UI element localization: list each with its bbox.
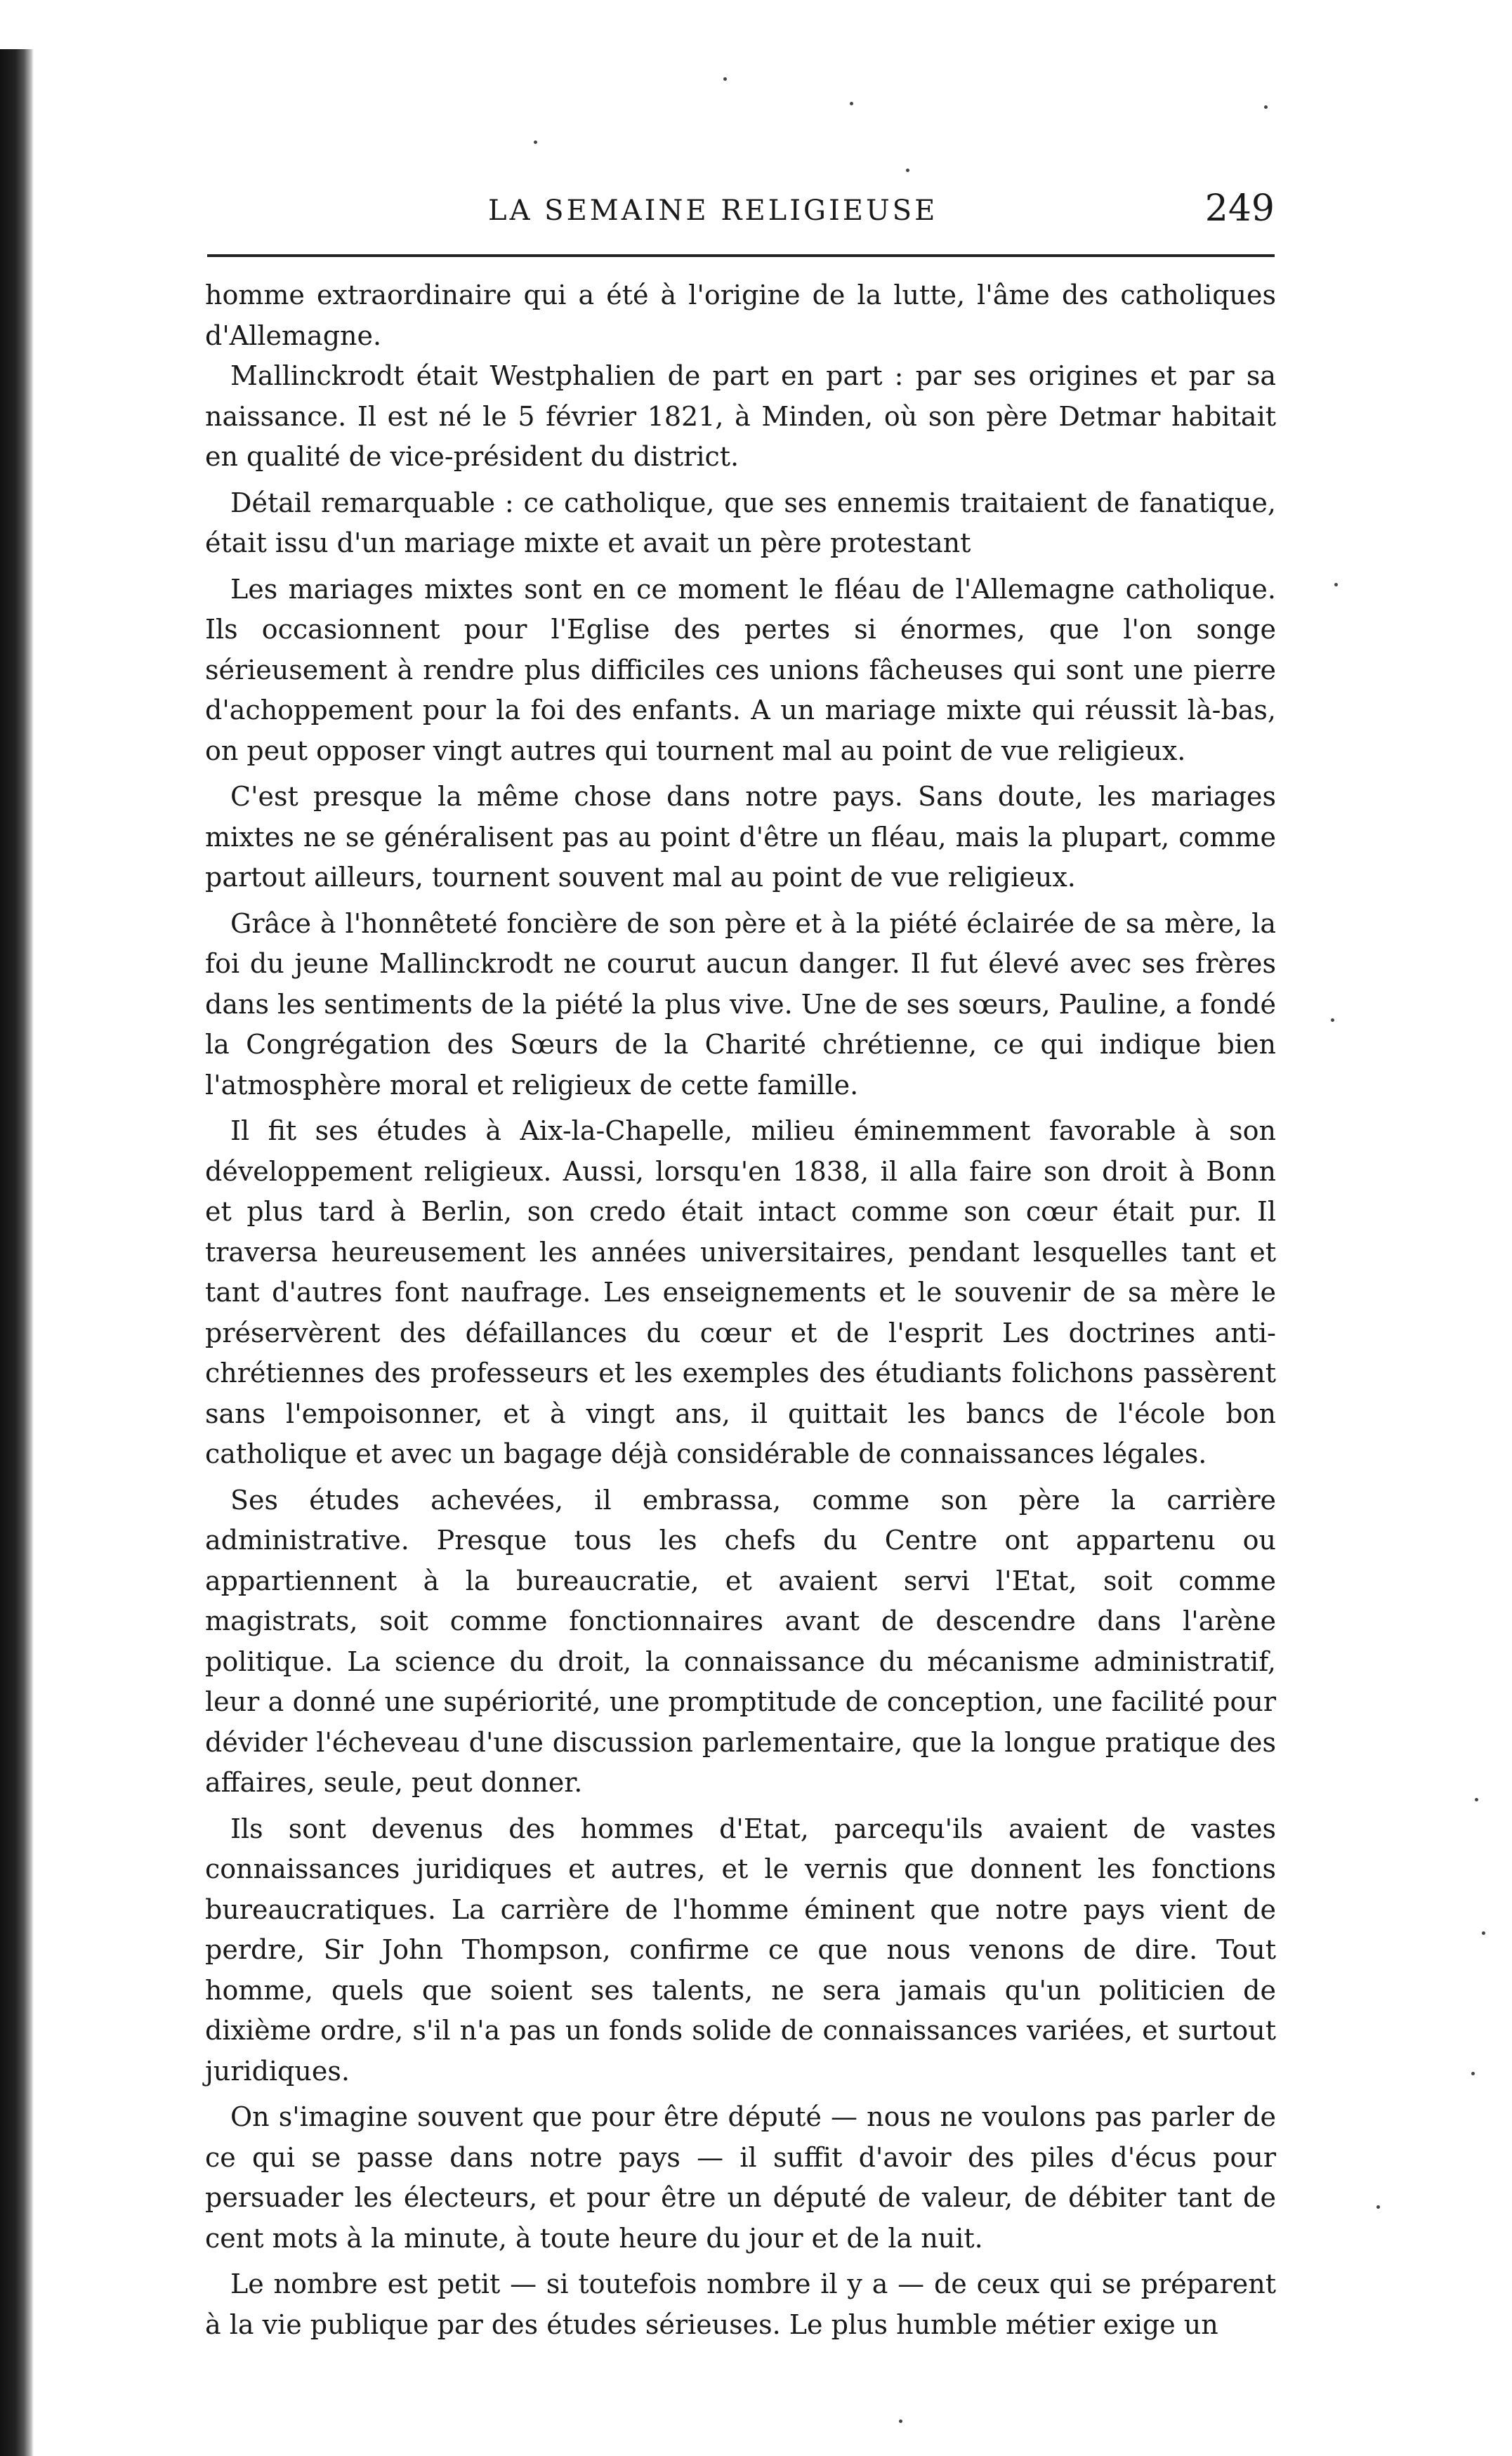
paragraph: On s'imagine souvent que pour être député — nous ne voulons pas parler de ce qui se passe dans notre pays — il suffit d'avoir des piles d'écus pour persuader les électeurs, et pour être un député de valeur, de débiter tant de cent mots à la minute, à toute heure du jour et de la nuit.: [205, 2101, 1276, 2254]
paragraph: Détail remarquable : ce catholique, que ses ennemis traitaient de fanatique, était issu d'un mariage mixte et avait un père protestant: [205, 487, 1276, 558]
running-header: [207, 186, 1275, 228]
header-rule: [207, 254, 1275, 257]
page-binding-edge: [0, 49, 34, 2456]
running-header-title: LA SEMAINE RELIGIEUSE: [488, 195, 938, 227]
paragraph: Ses études achevées, il embrassa, comme son père la carrière administrative. Presque tous les chefs du Centre ont appartenu ou appartiennent à la bureaucratie, et avaient servi l'Etat, soit comme magistrats, soit comme fonctionnaires avant de descendre dans l'arène politique. La science du droit, la connaissance du mécanisme administratif, leur a donné une supériorité, une promptitude de conception, une facilité pour dévider l'écheveau d'une discussion parlementaire, que la longue pratique des affaires, seule, peut donner.: [205, 1484, 1276, 1798]
body-text: [205, 275, 1276, 2345]
paragraph: Grâce à l'honnêteté foncière de son père et à la piété éclairée de sa mère, la foi du jeune Mallinckrodt ne courut aucun danger. Il fut élevé avec ses frères dans les sentiments de la piété la plus vive. Une de ses sœurs, Pauline, a fondé la Congrégation des Sœurs de la Charité chrétienne, ce qui indique bien l'atmosphère moral et religieux de cette famille.: [205, 907, 1277, 1101]
paragraph: Il fit ses études à Aix-la-Chapelle, milieu éminemment favorable à son développement religieux. Aussi, lorsqu'en 1838, il alla faire son droit à Bonn et plus tard à Berlin, son credo était intact comme son cœur était pur. Il traversa heureusement les années universitaires, pendant lesquelles tant et tant d'autres font naufrage. Les enseignements et le souvenir de sa mère le préservèrent des défaillances du cœur et de l'esprit Les doctrines anti-chrétiennes des professeurs et les exemples des étudiants folichons passèrent sans l'empoisonner, et à vingt ans, il quittait les bancs de l'école bon catholique et avec un bagage déjà considérable de connaissances légales.: [205, 1115, 1276, 1469]
paragraph: Le nombre est petit — si toutefois nombre il y a — de ceux qui se préparent à la vie publique par des études sérieuses. Le plus humble métier exige un: [205, 2268, 1276, 2340]
paragraph: homme extraordinaire qui a été à l'origine de la lutte, l'âme des catholiques d'Allemagne.: [205, 280, 1276, 351]
paragraph: C'est presque la même chose dans notre pays. Sans doute, les mariages mixtes ne se généralisent pas au point d'être un fléau, mais la plupart, comme partout ailleurs, tournent souvent mal au point de vue religieux.: [205, 781, 1276, 893]
page-number: 249: [1204, 188, 1275, 230]
paragraph: Ils sont devenus des hommes d'Etat, parcequ'ils avaient de vastes connaissances juridiques et autres, et le vernis que donnent les fonctions bureaucratiques. La carrière de l'homme éminent que notre pays vient de perdre, Sir John Thompson, confirme ce que nous venons de dire. Tout homme, quels que soient ses talents, ne sera jamais qu'un politicien de dixième ordre, s'il n'a pas un fonds solide de connaissances variées, et surtout juridiques.: [205, 1813, 1276, 2087]
paragraph: Les mariages mixtes sont en ce moment le fléau de l'Allemagne catholique. Ils occasionnent pour l'Eglise des pertes si énormes, que l'on songe sérieusement à rendre plus difficiles ces unions fâcheuses qui sont une pierre d'achoppement pour la foi des enfants. A un mariage mixte qui réussit là-bas, on peut opposer vingt autres qui tournent mal au point de vue religieux.: [205, 573, 1276, 766]
paragraph: Mallinckrodt était Westphalien de part en part : par ses origines et par sa naissance. Il est né le 5 février 1821, à Minden, où son père Detmar habitait en qualité de vice-président du district.: [205, 360, 1276, 472]
